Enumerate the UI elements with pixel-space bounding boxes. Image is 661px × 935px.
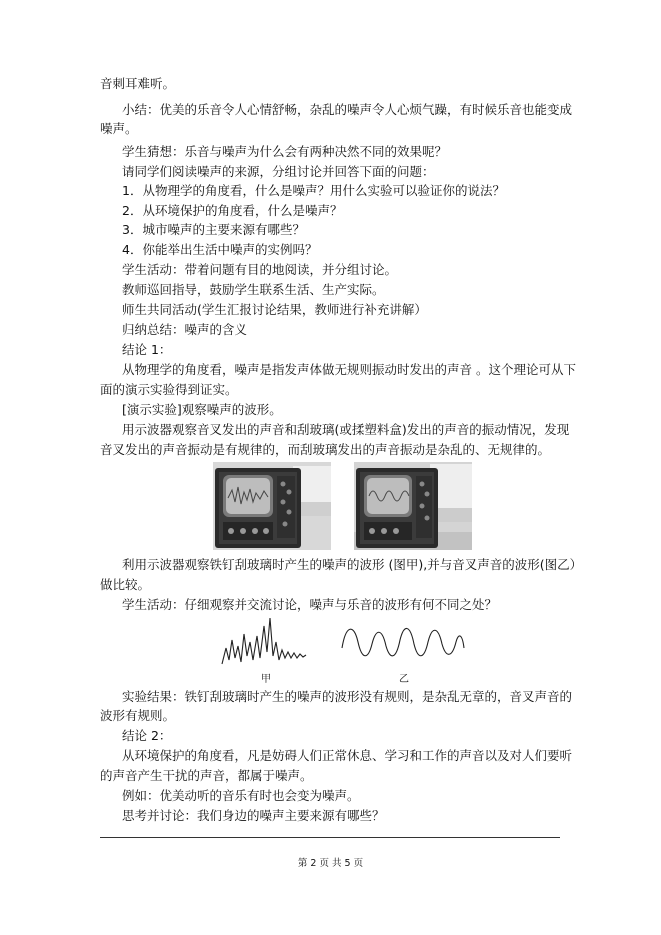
- footer-divider: [100, 837, 560, 838]
- text-line: 实验结果：铁钉刮玻璃时产生的噪声的波形没有规则，是杂乱无章的，音叉声音的: [122, 689, 573, 704]
- text-line: 2．从环境保护的角度看，什么是噪声？: [122, 203, 343, 218]
- text-line: 做比较。: [100, 577, 151, 592]
- text-line: 3．城市噪声的主要来源有哪些？: [122, 222, 305, 237]
- text-line: 从物理学的角度看，噪声是指发声体做无规则振动时发出的声音 。这个理论可从下: [122, 362, 576, 377]
- text-line: 结论 1：: [122, 342, 172, 357]
- text-line: 利用示波器观察铁钉刮玻璃时产生的噪声的波形 (图甲),并与音叉声音的波形(图乙）: [122, 557, 583, 572]
- text-line: 音叉发出的声音振动是有规律的，而刮玻璃发出的声音振动是杂乱的、无规律的。: [100, 442, 551, 457]
- text-line: 噪声。: [100, 121, 138, 136]
- text-line: 波形有规则。: [100, 708, 176, 723]
- text-line: [演示实验]观察噪声的波形。: [122, 402, 282, 417]
- text-line: 4．你能举出生活中噪声的实例吗？: [122, 242, 318, 257]
- text-line: 用示波器观察音叉发出的声音和刮玻璃(或揉塑料盒)发出的声音的振动情况，发现: [122, 422, 570, 437]
- waveform-figure: [0, 612, 661, 686]
- noise-waveform: [220, 612, 310, 668]
- text-line: 1．从物理学的角度看，什么是噪声？用什么实验可以验证你的说法？: [122, 183, 505, 198]
- page-number: 第 2 页 共 5 页: [297, 858, 364, 869]
- figure-label-yi: 乙: [399, 674, 409, 685]
- text-line: 面的演示实验得到证实。: [100, 382, 238, 397]
- text-line: 师生共同活动(学生汇报讨论结果，教师进行补充讲解）: [122, 302, 427, 317]
- text-line: 归纳总结：噪声的含义: [122, 322, 248, 337]
- text-line: 思考并讨论：我们身边的噪声主要来源有哪些？: [122, 808, 385, 823]
- figure-label-jia: 甲: [261, 674, 271, 685]
- text-line: 教师巡回指导，鼓励学生联系生活、生产实际。: [122, 282, 385, 297]
- oscilloscope-photo-left: [213, 462, 331, 550]
- text-line: 学生活动：仔细观察并交流讨论，噪声与乐音的波形有何不同之处？: [122, 597, 498, 612]
- oscilloscope-photo-right: [354, 462, 472, 550]
- text-line: 例如：优美动听的音乐有时也会变为噪声。: [122, 788, 360, 803]
- oscilloscope-photos: [0, 462, 661, 552]
- text-line: 音刺耳难听。: [100, 76, 176, 91]
- text-line: 小结：优美的乐音令人心情舒畅，杂乱的噪声令人心烦气躁，有时候乐音也能变成: [122, 102, 573, 117]
- text-line: 学生猜想：乐音与噪声为什么会有两种决然不同的效果呢？: [122, 144, 448, 159]
- text-line: 的声音产生干扰的声音，都属于噪声。: [100, 768, 313, 783]
- text-line: 从环境保护的角度看，凡是妨碍人们正常休息、学习和工作的声音以及对人们要听: [122, 748, 573, 763]
- text-line: 请同学们阅读噪声的来源，分组讨论并回答下面的问题：: [122, 164, 435, 179]
- text-line: 学生活动：带着问题有目的地阅读，并分组讨论。: [122, 262, 398, 277]
- text-line: 结论 2：: [122, 728, 172, 743]
- tuning-fork-waveform: [340, 618, 466, 662]
